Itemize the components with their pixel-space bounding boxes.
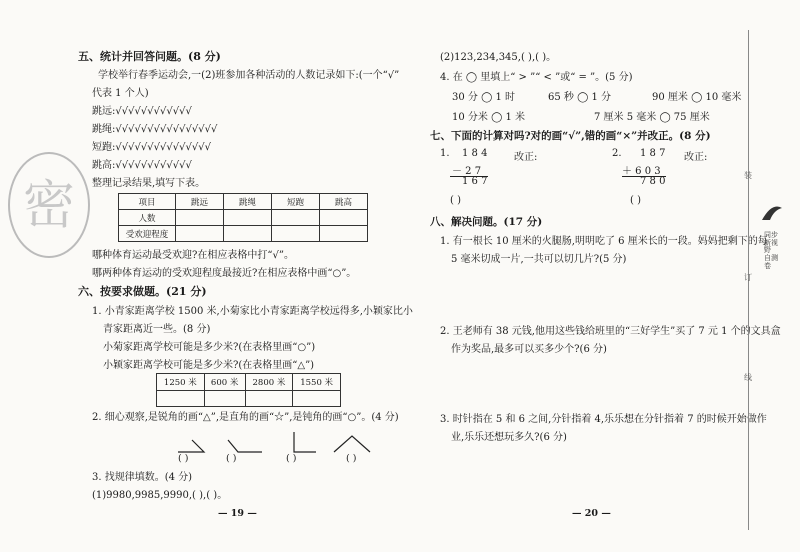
publisher-logo-icon [760, 200, 784, 226]
q6-2: 2. 细心观察,是锐角的画“△”,是直角的画“☆”,是钝角的画“○”。(4 分) [92, 412, 399, 423]
bind-mark: 装 [744, 171, 752, 180]
answer-cell[interactable] [176, 226, 224, 242]
answer-cell[interactable] [176, 210, 224, 226]
q8-1-line-a: 1. 有一根长 10 厘米的火腿肠,明明吃了 6 厘米长的一段。妈妈把剩下的每 [440, 236, 768, 247]
distance-cell[interactable]: 1550 米 [293, 374, 341, 391]
calc-number: 1. [440, 148, 450, 159]
binding-strip [748, 30, 789, 530]
q8-2-line-a: 2. 王老师有 38 元钱,他用这些钱给班里的“三好学生”买了 7 元 1 个的文具盒 [440, 326, 781, 337]
answer-cell[interactable] [245, 391, 293, 407]
table-row [119, 194, 368, 210]
q8-2-line-b: 作为奖品,最多可以买多少个?(6 分) [451, 344, 607, 355]
q6-1-line-d: 小颖家距离学校可能是多少米?(在表格里画“△”) [103, 360, 315, 371]
compare-item[interactable]: 65 秒 ◯ 1 分 [548, 92, 611, 103]
calc-result: 7 8 0 [640, 176, 666, 187]
calc-operand-a: 1 8 4 [462, 148, 488, 159]
record-row: 短跑:√√√√√√√√√√√√√√√ [92, 142, 211, 153]
record-row: 跳高:√√√√√√√√√√√√ [92, 160, 192, 171]
judge-blank[interactable]: ( ) [450, 195, 461, 206]
record-row: 跳绳:√√√√√√√√√√√√√√√√ [92, 124, 218, 135]
q8-3-line-a: 3. 时针指在 5 和 6 之间,分针指着 4,乐乐想在分针指着 7 的时候开始做作 [440, 414, 767, 425]
record-row: 跳远:√√√√√√√√√√√√ [92, 106, 192, 117]
record-table [118, 193, 368, 242]
q6-title: 六、按要求做题。(21 分) [78, 285, 207, 298]
calc-fix-label: 改正: [514, 152, 538, 163]
answer-cell[interactable] [224, 226, 272, 242]
q6-4: 4. 在 ◯ 里填上“ > ”“ < ”或“ = ”。(5 分) [440, 72, 633, 83]
table-cell: 跳绳 [224, 194, 272, 210]
angle-blank[interactable]: ( ) [346, 453, 357, 464]
compare-item[interactable]: 7 厘米 5 毫米 ◯ 75 厘米 [594, 112, 710, 123]
table-cell: 人数 [119, 210, 176, 226]
calc-fix-label: 改正: [684, 152, 708, 163]
q5-intro-1: 学校举行春季运动会,一(2)班参加各种活动的人数记录如下:(一个“√” [98, 70, 400, 81]
calc-number: 2. [612, 148, 622, 159]
table-row [157, 374, 341, 391]
answer-cell[interactable] [272, 226, 320, 242]
q6-1-line-a: 1. 小青家距离学校 1500 米,小菊家比小青家距离学校远得多,小颖家比小 [92, 306, 413, 317]
distance-table [156, 373, 341, 407]
bind-mark: 线 [744, 373, 752, 382]
angle-blank[interactable]: ( ) [286, 453, 297, 464]
distance-cell[interactable]: 2800 米 [245, 374, 293, 391]
answer-cell[interactable] [320, 226, 368, 242]
answer-cell[interactable] [293, 391, 341, 407]
calc-operand-b: － 2 7 [452, 166, 482, 177]
q6-1-line-b: 青家距离近一些。(8 分) [103, 324, 211, 335]
q5-intro-2: 代表 1 个人) [92, 88, 149, 99]
q6-1-line-c: 小菊家距离学校可能是多少米?(在表格里画“○”) [103, 342, 316, 353]
q7-title: 七、下面的计算对吗?对的画“√”,错的画“×”并改正。(8 分) [430, 130, 711, 142]
table-row [119, 210, 368, 226]
acute-angle-icon [178, 440, 204, 452]
answer-cell[interactable] [272, 210, 320, 226]
bind-mark: 订 [744, 273, 752, 282]
obtuse-angle-icon [334, 436, 370, 452]
angle-blank[interactable]: ( ) [178, 453, 189, 464]
q8-3-line-b: 业,乐乐还想玩多久?(6 分) [451, 432, 567, 443]
q8-1-line-b: 5 毫米切成一片,一共可以切几片?(5 分) [451, 254, 627, 265]
table-cell: 受欢迎程度 [119, 226, 176, 242]
q5-ask-2: 哪两种体育运动的受欢迎程度最接近?在相应表格中画“○”。 [92, 268, 357, 279]
compare-item[interactable]: 90 厘米 ◯ 10 毫米 [652, 92, 742, 103]
calc-operand-a: 1 8 7 [640, 148, 666, 159]
side-text: 同步新视野 自测卷 [764, 231, 778, 270]
answer-cell[interactable] [204, 391, 245, 407]
table-row [119, 226, 368, 242]
q5-instruction: 整理记录结果,填写下表。 [92, 178, 206, 189]
answer-cell[interactable] [157, 391, 205, 407]
distance-cell[interactable]: 1250 米 [157, 374, 205, 391]
q5-ask-1: 哪种体育运动最受欢迎?在相应表格中打“√”。 [92, 250, 294, 261]
table-cell: 跳高 [320, 194, 368, 210]
right-angle-icon [294, 432, 316, 452]
answer-cell[interactable] [320, 210, 368, 226]
page-number: — 19 — [218, 508, 257, 519]
judge-blank[interactable]: ( ) [630, 195, 641, 206]
angle-blank[interactable]: ( ) [226, 453, 237, 464]
calc-operand-b: ＋ 6 0 3 [622, 166, 661, 177]
distance-cell[interactable]: 600 米 [204, 374, 245, 391]
compare-item[interactable]: 10 分米 ◯ 1 米 [452, 112, 525, 123]
table-cell: 项目 [119, 194, 176, 210]
q8-title: 八、解决问题。(17 分) [430, 216, 543, 228]
page-number: — 20 — [572, 508, 611, 519]
answer-cell[interactable] [224, 210, 272, 226]
obtuse-angle-icon [228, 440, 262, 452]
svg-text:密: 密 [22, 176, 76, 236]
q6-3: 3. 找规律填数。(4 分) [92, 472, 193, 483]
compare-item[interactable]: 30 分 ◯ 1 时 [452, 92, 515, 103]
secret-stamp-icon [4, 145, 94, 265]
table-cell: 跳远 [176, 194, 224, 210]
q6-3-2: (2)123,234,345,( ),( )。 [440, 52, 557, 63]
q6-3-1: (1)9980,9985,9990,( ),( )。 [92, 490, 228, 501]
table-cell: 短跑 [272, 194, 320, 210]
calc-result: 1 6 7 [462, 176, 488, 187]
table-row [157, 391, 341, 407]
q5-title: 五、统计并回答问题。(8 分) [78, 50, 221, 63]
